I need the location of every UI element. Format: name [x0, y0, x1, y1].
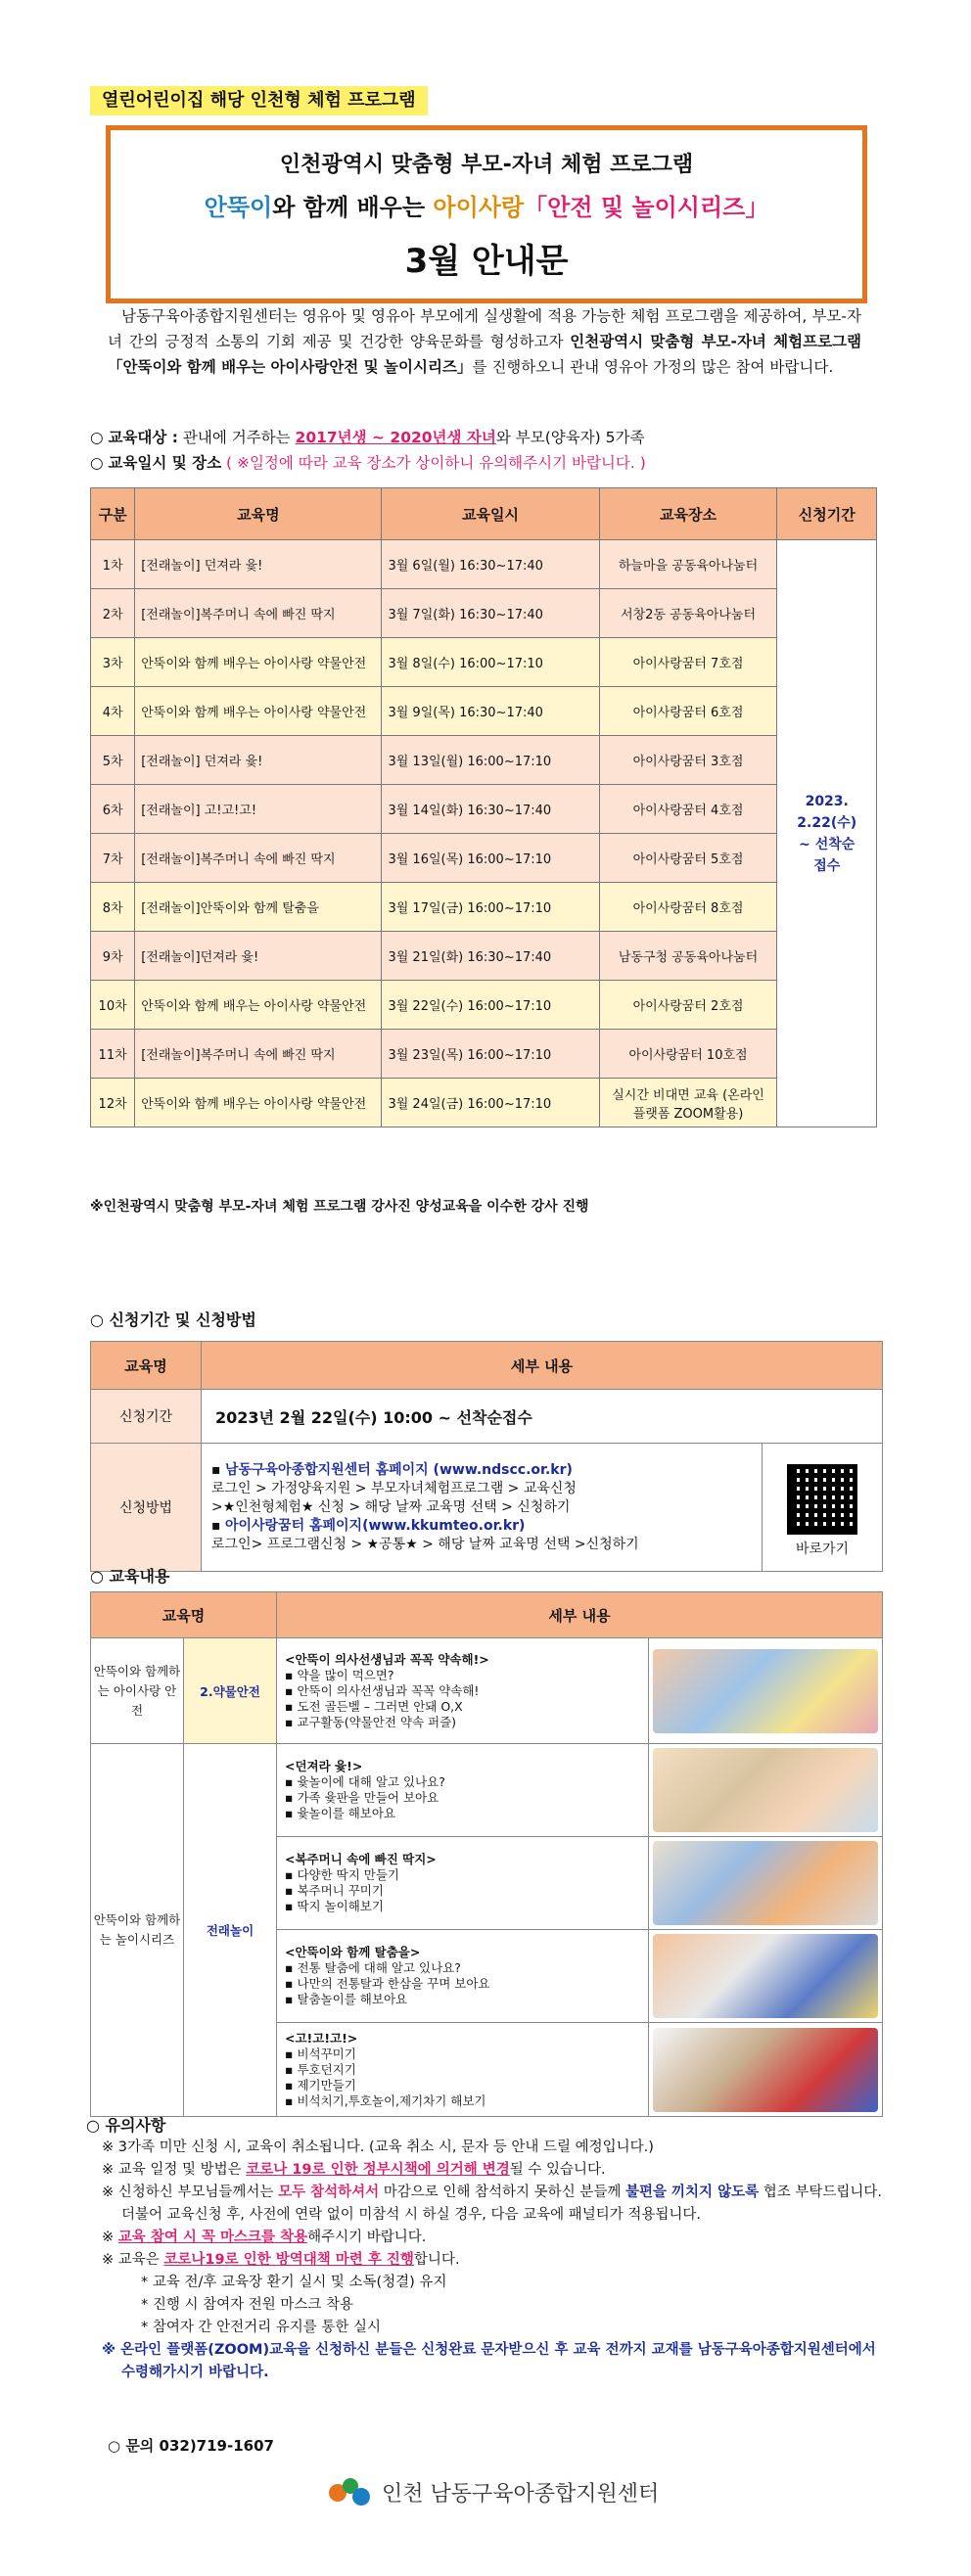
- cell-date: 3월 6일(월) 16:30~17:40: [382, 540, 599, 589]
- intro-text: [108, 303, 861, 380]
- th-place: 교육장소: [599, 488, 777, 540]
- schedule-row: [91, 1079, 877, 1127]
- application-period: [777, 540, 877, 1127]
- bullet-icon: ▪: [285, 2093, 298, 2108]
- item-title: <고!고!고!>: [285, 2030, 358, 2046]
- path2: 로그인> 프로그램신청 > ★공통★ > 해당 날짜 교육명 선택 >신청하기: [211, 1536, 639, 1552]
- item-line: 교구활동(약물안전 약속 퍼즐): [297, 1714, 457, 1729]
- schedule-row: [91, 834, 877, 883]
- cell-date: 3월 13일(월) 16:00~17:10: [382, 736, 599, 785]
- schedule-table: [90, 487, 877, 1127]
- cell-name: 안뚝이와 함께 배우는 아이사랑 약물안전: [135, 981, 382, 1030]
- intro-p2: 를 진행하오니 관내 영유아 가정의 많은 참여 바랍니다.: [472, 358, 834, 376]
- item-line: 투호던지기: [297, 2061, 356, 2077]
- apply-th-detail: 세부 내용: [202, 1342, 883, 1390]
- datetime-label: 교육일시 및 장소: [108, 454, 222, 472]
- item-1: [277, 1744, 649, 1837]
- bullet-icon: ▪: [285, 1714, 298, 1729]
- intro-bold: 인천광역시 맞춤형 부모-자녀 체험프로그램「안뚝이와 함께 배우는 아이사랑안전 및 놀이시리즈」: [108, 333, 861, 376]
- target-line: ○ 교육대상 : 관내에 거주하는 2017년생 ~ 2020년생 자녀와 부모(양육자) 5가족: [90, 429, 645, 446]
- cell-date: 3월 17일(금) 16:00~17:10: [382, 883, 599, 932]
- cell-no: 3차: [91, 638, 135, 687]
- group2-sub: 전래놀이: [184, 1744, 277, 2117]
- qr-cell: [763, 1444, 883, 1572]
- item-line-row: [285, 1806, 640, 1821]
- site1-link[interactable]: 남동구육아종합지원센터 홈페이지 (www.ndscc.or.kr): [224, 1461, 573, 1478]
- schedule-row: [91, 785, 877, 834]
- cell-place: 남동구청 공동육아나눔터: [599, 932, 777, 981]
- item-4: [277, 2023, 649, 2117]
- item-line-row: [285, 1774, 640, 1790]
- cell-no: 5차: [91, 736, 135, 785]
- item-line: 약을 많이 먹으면?: [297, 1667, 394, 1682]
- item-line-row: [285, 2078, 640, 2093]
- th-date: 교육일시: [382, 488, 599, 540]
- caution-l6: ※ 온라인 플랫폼(ZOOM)교육을 신청하신 분들은 신청완료 문자받으신 후 교육 전까지 교재를 남동구육아종합지원센터에서 수령해가시기 바랍니다.: [102, 2342, 876, 2380]
- item-line: 딱지 놀이해보기: [297, 1899, 384, 1913]
- cell-place: 아이사랑꿈터 8호점: [599, 883, 777, 932]
- bullet-icon: ▪: [285, 1960, 298, 1975]
- item-line: 복주머니 꾸미기: [297, 1883, 384, 1898]
- cell-date: 3월 21일(화) 16:30~17:40: [382, 932, 599, 981]
- cell-date: 3월 16일(목) 16:00~17:10: [382, 834, 599, 883]
- caution-l4: ※ 교육 참여 시 꼭 마스크를 착용해주시기 바랍니다.: [102, 2230, 427, 2245]
- mask-dance-photo: [653, 1934, 878, 2018]
- th-no: 구분: [91, 488, 135, 540]
- th-period: 신청기간: [777, 488, 877, 540]
- item-line: 안뚝이 의사선생님과 꼭꼭 약속해!: [297, 1682, 480, 1698]
- item-line: 윷놀이에 대해 알고 있나요?: [297, 1774, 445, 1789]
- item-line: 비석치기,투호놀이,제기차기 해보기: [297, 2093, 486, 2108]
- schedule-row: [91, 981, 877, 1030]
- item-line-row: [285, 1960, 640, 1976]
- contact: ○ 문의 032)719-1607: [108, 2437, 274, 2455]
- item-0: [277, 1638, 649, 1744]
- program-tag: 열린어린이집 해당 인천형 체험 프로그램: [90, 86, 428, 115]
- content-section-title: ○ 교육내용: [90, 1567, 170, 1586]
- cell-no: 6차: [91, 785, 135, 834]
- target-post: 와 부모(양육자) 5가족: [495, 429, 645, 446]
- cell-name: 안뚝이와 함께 배우는 아이사랑 약물안전: [135, 687, 382, 736]
- cell-date: 3월 9일(목) 16:30~17:40: [382, 687, 599, 736]
- item-line: 가족 윷판을 만들어 보아요: [297, 1790, 439, 1805]
- title-mascot: 안뚝이: [204, 194, 273, 221]
- period-line: 2.22(수): [797, 814, 857, 831]
- method-detail: ▪ 남동구육아종합지원센터 홈페이지 (www.ndscc.or.kr) 로그인 > 가정양육지원 > 부모자녀체험프로그램 > 교육신청 >★인천형체험★ 신청 > 해당 날짜 교육명 선택 > 신청하기 ▪ 아이사랑꿈터 홈페이지(www.kkumteo.or.kr) 로그인> 프로그램신청 > ★공통★ > 해당 날짜 교육명 선택 >신청하기: [202, 1444, 763, 1572]
- cell-place: 서창2동 공동육아나눔터: [599, 589, 777, 638]
- schedule-row: [91, 638, 877, 687]
- caution-section: ○ 유의사항 ※ 3가족 미만 신청 시, 교육이 취소됩니다. (교육 취소 시, 문자 등 안내 드릴 예정입니다.) ※ 교육 일정 및 방법은 코로나 19로 인한 정부시책에 의거해 변경될 수 있습니다. ※ 신청하신 부모님들께서는 모두 참석하셔서 마감으로 인해 참석하지 못하신 분들께 불편을 끼치지 않도록 협조 부탁드립니다. 더불어 교육신청 후, 사전에 연락 없이 미참석 시 하실 경우, 다음 교육에 패널티가 적용됩니다. ※ 교육 참여 시 꼭 마스크를 착용해주시기 바랍니다. ※ 교육은 코로나19로 인한 방역대책 마련 후 진행합니다. * 교육 전/후 교육장 환기 실시 및 소독(청결) 유지 * 진행 시 참여자 전원 마스크 착용 * 참여자 간 안전거리 유지를 통한 실시 ※ 온라인 플랫폼(ZOOM)교육을 신청하신 분들은 신청완료 문자받으신 후 교육 전까지 교재를 남동구육아종합지원센터에서 수령해가시기 바랍니다.: [90, 2114, 893, 2384]
- bullet-icon: ▪: [285, 1992, 298, 2006]
- cell-date: 3월 7일(화) 16:30~17:40: [382, 589, 599, 638]
- contact-text: 문의 032)719-1607: [125, 2437, 274, 2455]
- title-love: 아이사랑: [433, 194, 525, 221]
- cell-name: 안뚝이와 함께 배우는 아이사랑 약물안전: [135, 1079, 382, 1127]
- item-3-photo: [649, 1930, 883, 2023]
- item-line-row: [285, 1699, 640, 1715]
- cell-no: 10차: [91, 981, 135, 1030]
- apply-section-title: ○ 신청기간 및 신청방법: [90, 1311, 256, 1329]
- apply-th-name: 교육명: [91, 1342, 202, 1390]
- cell-name: [전래놀이]복주머니 속에 빠진 딱지: [135, 1030, 382, 1079]
- bullet-icon: ▪: [285, 2077, 298, 2093]
- footer-text: 인천 남동구육아종합지원센터: [382, 2481, 660, 2507]
- caution-title: 유의사항: [105, 2116, 166, 2135]
- caution-l2: ※ 교육 일정 및 방법은 코로나 19로 인한 정부시책에 의거해 변경될 수 있습니다.: [102, 2162, 606, 2178]
- item-line-row: [285, 2093, 640, 2109]
- cell-name: [전래놀이] 던져라 윷!: [135, 540, 382, 589]
- item-line-row: [285, 1899, 640, 1914]
- medicine-kit-photo: [653, 1649, 878, 1733]
- cell-place: 아이사랑꿈터 6호점: [599, 687, 777, 736]
- item-line: 제기만들기: [297, 2077, 356, 2093]
- bullet-icon: ▪: [285, 2061, 298, 2077]
- cell-place: 아이사랑꿈터 3호점: [599, 736, 777, 785]
- title-month: 3월 안내문: [404, 242, 569, 281]
- item-title: <던져라 윷!>: [285, 1759, 363, 1773]
- cell-place: 하늘마을 공동육아나눔터: [599, 540, 777, 589]
- bullet-icon: ▪: [285, 1806, 298, 1820]
- item-line-row: [285, 1992, 640, 2007]
- datetime-line: ○ 교육일시 및 장소 ( ※일정에 따라 교육 장소가 상이하니 유의해주시기 바랍니다. ): [90, 454, 646, 472]
- schedule-row: [91, 1030, 877, 1079]
- datetime-note: ( ※일정에 따라 교육 장소가 상이하니 유의해주시기 바랍니다. ): [226, 454, 646, 472]
- target-label: 교육대상 :: [108, 429, 178, 446]
- ddakji-photo: [653, 1841, 878, 1925]
- item-1-photo: [649, 1744, 883, 1837]
- path1b: >★인천형체험★ 신청 > 해당 날짜 교육명 선택 > 신청하기: [211, 1498, 571, 1515]
- cell-name: [전래놀이]복주머니 속에 빠진 딱지: [135, 589, 382, 638]
- cell-place: 아이사랑꿈터 10호점: [599, 1030, 777, 1079]
- title-line1: 인천광역시 맞춤형 부모-자녀 체험 프로그램: [279, 153, 694, 177]
- cell-name: [전래놀이] 던져라 윷!: [135, 736, 382, 785]
- schedule-header: [91, 488, 877, 540]
- schedule-row: [91, 736, 877, 785]
- title-mid: 와 함께 배우는: [272, 194, 434, 221]
- cell-name: [전래놀이]안뚝이와 함께 탈춤을: [135, 883, 382, 932]
- item-line: 다양한 딱지 만들기: [297, 1867, 400, 1882]
- cell-date: 3월 22일(수) 16:00~17:10: [382, 981, 599, 1030]
- schedule-note: ※인천광역시 맞춤형 부모-자녀 체험 프로그램 강사진 양성교육을 이수한 강사 진행: [90, 1199, 589, 1215]
- item-title: <안뚝이 의사선생님과 꼭꼭 약속해!>: [285, 1651, 489, 1667]
- content-table: [90, 1591, 883, 2117]
- cell-place: 아이사랑꿈터 4호점: [599, 785, 777, 834]
- method-label: 신청방법: [91, 1444, 202, 1572]
- item-2: [277, 1837, 649, 1930]
- period-value: 2023년 2월 22일(수) 10:00 ~ 선착순접수: [202, 1390, 883, 1444]
- bullet-icon: ▪: [285, 1774, 298, 1789]
- item-0-photo: [649, 1638, 883, 1744]
- cell-no: 8차: [91, 883, 135, 932]
- qr-code[interactable]: [787, 1464, 857, 1535]
- item-line-row: [285, 1715, 640, 1730]
- item-line: 전통 탈춤에 대해 알고 있나요?: [297, 1960, 461, 1975]
- item-line-row: [285, 1790, 640, 1806]
- item-4-photo: [649, 2023, 883, 2117]
- item-title: <복주머니 속에 빠진 딱지>: [285, 1852, 437, 1866]
- bullet-icon: ▪: [285, 1883, 298, 1898]
- th-name: 교육명: [135, 488, 382, 540]
- content-section-label: 교육내용: [109, 1567, 170, 1586]
- title-series: 「안전 및 놀이시리즈」: [524, 194, 769, 221]
- schedule-row: [91, 687, 877, 736]
- cell-name: 안뚝이와 함께 배우는 아이사랑 약물안전: [135, 638, 382, 687]
- item-line: 탈춤놀이를 해보아요: [297, 1992, 408, 2006]
- title-box: [106, 125, 867, 303]
- bullet-icon: ▪: [285, 1682, 298, 1698]
- cell-no: 11차: [91, 1030, 135, 1079]
- item-3: [277, 1930, 649, 2023]
- footer: [329, 2476, 659, 2507]
- bullet-icon: ▪: [285, 1790, 298, 1805]
- caution-l3: ※ 신청하신 부모님들께서는 모두 참석하셔서 마감으로 인해 참석하지 못하신 분들께 불편을 끼치지 않도록 협조 부탁드립니다. 더불어 교육신청 후, 사전에 연락 없이 미참석 시 하실 경우, 다음 교육에 패널티가 적용됩니다.: [102, 2185, 882, 2223]
- yut-photo: [653, 1748, 878, 1832]
- period-line: 2023.: [805, 793, 849, 809]
- cell-date: 3월 8일(수) 16:00~17:10: [382, 638, 599, 687]
- bullet-icon: ▪: [285, 1698, 298, 1714]
- cell-no: 9차: [91, 932, 135, 981]
- item-title: <안뚝이와 함께 탈춤을>: [285, 1945, 421, 1959]
- cell-date: 3월 23일(목) 16:00~17:10: [382, 1030, 599, 1079]
- item-2-photo: [649, 1837, 883, 1930]
- qr-label: 바로가기: [795, 1541, 850, 1557]
- title-line2: [111, 188, 862, 222]
- period-line: ~ 선착순: [799, 836, 855, 852]
- cell-place: 실시간 비대면 교육 (온라인 플랫폼 ZOOM활용): [599, 1079, 777, 1127]
- cell-place: 아이사랑꿈터 7호점: [599, 638, 777, 687]
- content-th-name: 교육명: [91, 1592, 277, 1638]
- cell-name: [전래놀이] 고!고!고!: [135, 785, 382, 834]
- cell-date: 3월 24일(금) 16:00~17:10: [382, 1079, 599, 1127]
- item-line: 윷놀이를 해보아요: [297, 1806, 396, 1820]
- bullet-icon: ▪: [285, 1867, 298, 1882]
- item-line-row: [285, 2062, 640, 2078]
- cell-place: 아이사랑꿈터 2호점: [599, 981, 777, 1030]
- cell-no: 2차: [91, 589, 135, 638]
- item-line-row: [285, 1683, 640, 1699]
- schedule-row: [91, 932, 877, 981]
- gogogo-photo: [653, 2028, 878, 2112]
- cell-no: 4차: [91, 687, 135, 736]
- bullet-icon: ▪: [285, 2046, 298, 2061]
- caution-s1: * 교육 전/후 교육장 환기 실시 및 소독(청결) 유지: [141, 2275, 447, 2290]
- period-label: 신청기간: [91, 1390, 202, 1444]
- content-th-detail: 세부 내용: [277, 1592, 883, 1638]
- cell-name: [전래놀이]던져라 윷!: [135, 932, 382, 981]
- bullet-icon: ▪: [285, 1899, 298, 1913]
- schedule-row: [91, 883, 877, 932]
- cell-place: 아이사랑꿈터 5호점: [599, 834, 777, 883]
- item-line-row: [285, 1883, 640, 1899]
- item-line: 나만의 전통탈과 한삼을 꾸며 보아요: [297, 1976, 490, 1991]
- group1-label: 안뚝이와 함께하는 아이사랑 안전: [91, 1638, 184, 1744]
- cell-no: 7차: [91, 834, 135, 883]
- caution-s2: * 진행 시 참여자 전원 마스크 착용: [141, 2297, 353, 2313]
- apply-section-label: 신청기간 및 신청방법: [109, 1311, 256, 1329]
- bullet-icon: ▪: [285, 1976, 298, 1991]
- item-line-row: [285, 1668, 640, 1683]
- group1-sub: 2.약물안전: [184, 1638, 277, 1744]
- target-pre: 관내에 거주하는: [177, 429, 296, 446]
- cell-name: [전래놀이]복주머니 속에 빠진 딱지: [135, 834, 382, 883]
- schedule-row: [91, 589, 877, 638]
- target-highlight: 2017년생 ~ 2020년생 자녀: [295, 429, 496, 446]
- item-line: 비석꾸미기: [297, 2046, 356, 2061]
- center-logo-icon: [329, 2476, 372, 2507]
- caution-l1: ※ 3가족 미만 신청 시, 교육이 취소됩니다. (교육 취소 시, 문자 등 안내 드릴 예정입니다.): [102, 2139, 654, 2155]
- bullet-icon: ▪: [285, 1667, 298, 1682]
- cell-no: 12차: [91, 1079, 135, 1127]
- caution-l5: ※ 교육은 코로나19로 인한 방역대책 마련 후 진행합니다.: [102, 2252, 460, 2268]
- cell-date: 3월 14일(화) 16:30~17:40: [382, 785, 599, 834]
- period-line: 접수: [813, 857, 841, 874]
- item-line-row: [285, 1976, 640, 1992]
- site2-link[interactable]: 아이사랑꿈터 홈페이지(www.kkumteo.or.kr): [224, 1517, 526, 1534]
- caution-s3: * 참여자 간 안전거리 유지를 통한 실시: [141, 2320, 382, 2335]
- schedule-row: [91, 540, 877, 589]
- cell-no: 1차: [91, 540, 135, 589]
- item-line: 도전 골든벨 – 그러면 안돼 O,X: [297, 1698, 463, 1714]
- path1a: 로그인 > 가정양육지원 > 부모자녀체험프로그램 > 교육신청: [211, 1480, 577, 1496]
- intro-p1: 남동구육아종합지원센터는 영유아 및 영유아 부모에게 실생활에 적용 가능한 체험 프로그램을 제공하여, 부모-자녀 간의 긍정적 소통의 기회 제공 및 건강한 양육문화를 형성하고자: [108, 307, 861, 350]
- apply-table: [90, 1341, 883, 1572]
- item-line-row: [285, 1867, 640, 1883]
- item-line-row: [285, 2047, 640, 2062]
- group2-label: 안뚝이와 함께하는 놀이시리즈: [91, 1744, 184, 2117]
